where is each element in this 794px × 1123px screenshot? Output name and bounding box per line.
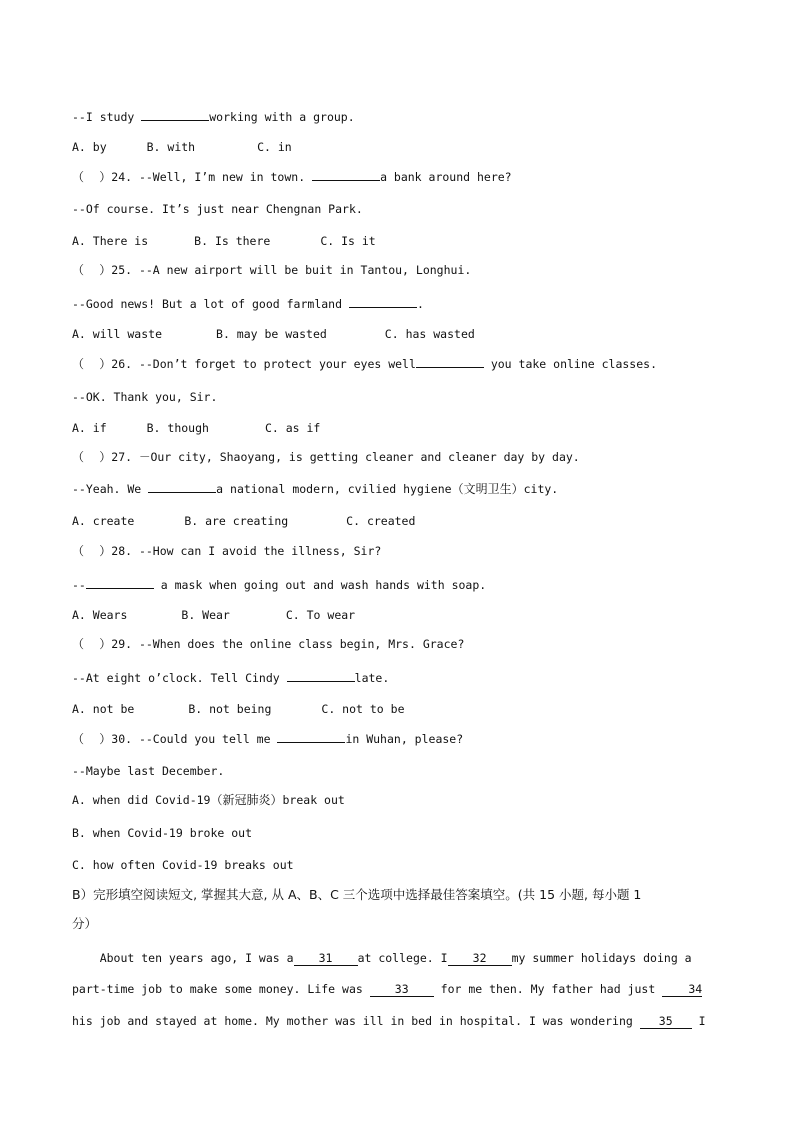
- option-c: C. in: [257, 140, 292, 154]
- passage-line-3: [72, 1013, 706, 1029]
- q29-stem-text: 29. --When does the online class begin, Mrs. Grace?: [111, 637, 465, 651]
- answer-paren: （ ）: [72, 732, 112, 746]
- passage-text: part-time job to make some money. Life was: [72, 982, 370, 996]
- blank-35: 35: [640, 1014, 692, 1029]
- q26-stem: [72, 355, 657, 372]
- answer-paren: （ ）: [72, 450, 112, 464]
- option-b: B. with: [146, 140, 196, 154]
- option-a: A. if: [72, 421, 107, 435]
- q30-stem-post: in Wuhan, please?: [345, 732, 464, 746]
- blank-34: 34: [662, 982, 702, 997]
- q28-stem-text: 28. --How can I avoid the illness, Sir?: [111, 544, 382, 558]
- blank-31: 31: [294, 951, 358, 966]
- q28-options: [72, 607, 355, 623]
- option-c: C. created: [346, 514, 416, 528]
- q27-answer-text: --Yeah. We: [72, 482, 149, 496]
- q23-text: --I study: [72, 110, 142, 124]
- option-a: A. will waste: [72, 327, 163, 341]
- q23-options: [72, 139, 292, 155]
- q27-options: [72, 513, 415, 529]
- option-c: C. Is it: [320, 234, 376, 248]
- answer-blank: [148, 480, 216, 493]
- option-c: C. has wasted: [384, 327, 475, 341]
- option-a: A. Wears: [72, 608, 128, 622]
- q30-stem: [72, 730, 463, 747]
- q25-stem: [72, 262, 471, 278]
- option-b: B. not being: [188, 702, 272, 716]
- option-a: A. create: [72, 514, 135, 528]
- answer-blank: [141, 108, 209, 121]
- q30-answer: --Maybe last December.: [72, 764, 225, 778]
- option-b: B. may be wasted: [216, 327, 327, 341]
- q28-stem: [72, 543, 381, 559]
- q27-answer: [72, 480, 558, 497]
- q30-stem-text: 30. --Could you tell me: [111, 732, 278, 746]
- q27-stem-text: 27. －Our city, Shaoyang, is getting cleaner and cleaner day by day.: [111, 450, 580, 464]
- q28-answer-post: a mask when going out and wash hands with soap.: [153, 578, 487, 592]
- option-c: C. To wear: [285, 608, 356, 622]
- q30-option-a: [72, 792, 345, 808]
- answer-paren: （ ）: [72, 637, 112, 651]
- option-a: A. when did Covid-19: [72, 793, 211, 807]
- option-b: B. Wear: [181, 608, 230, 622]
- q29-answer: [72, 669, 389, 686]
- q25-options: [72, 326, 475, 342]
- q23-text-post: working with a group.: [209, 110, 355, 124]
- answer-paren: （ ）: [72, 263, 112, 277]
- passage-text: I: [691, 1014, 706, 1028]
- passage-text: at college. I: [357, 951, 448, 965]
- q26-options: [72, 420, 320, 436]
- q29-answer-text: --At eight o’clock. Tell Cindy: [72, 671, 287, 685]
- blank-33: 33: [370, 982, 434, 997]
- passage-text: About ten years ago, I was a: [72, 951, 294, 965]
- answer-blank: [416, 355, 484, 368]
- q29-stem: [72, 636, 464, 652]
- passage-text: for me then. My father had just: [433, 982, 663, 996]
- answer-paren: （ ）: [72, 170, 112, 184]
- q28-answer: [72, 576, 486, 593]
- q23-answer-line: [72, 108, 355, 125]
- q25-answer: [72, 295, 424, 312]
- q26-answer: --OK. Thank you, Sir.: [72, 390, 218, 404]
- q27-answer-post: city.: [523, 482, 559, 496]
- q25-answer-post: .: [416, 297, 424, 311]
- option-a: A. by: [72, 140, 107, 154]
- option-b: B. though: [146, 421, 209, 435]
- answer-blank: [312, 168, 380, 181]
- answer-paren: （ ）: [72, 357, 112, 371]
- option-a: A. There is: [72, 234, 149, 248]
- option-c: C. as if: [264, 421, 321, 435]
- blank-32: 32: [448, 951, 512, 966]
- option-b: B. are creating: [184, 514, 289, 528]
- q24-stem-text: 24. --Well, I’m new in town.: [111, 170, 313, 184]
- passage-line-2: [72, 981, 702, 997]
- q24-stem: [72, 168, 512, 185]
- section-b-heading-line1: B）完形填空阅读短文, 掌握其大意, 从 A、B、C 三个选项中选择最佳答案填空。(共 15 小题, 每小题 1: [72, 887, 642, 902]
- passage-text: my summer holidays doing a: [511, 951, 692, 965]
- q29-options: [72, 701, 405, 717]
- q28-answer-text: --: [72, 578, 86, 592]
- option-c: C. not to be: [321, 702, 405, 716]
- q25-stem-text: 25. --A new airport will be buit in Tantou, Longhui.: [111, 263, 472, 277]
- option-a: A. not be: [72, 702, 135, 716]
- q24-options: [72, 233, 376, 249]
- passage-line-1: [72, 950, 692, 966]
- answer-blank: [287, 669, 355, 682]
- option-a-cn: （新冠肺炎）: [210, 793, 283, 807]
- q24-stem-post: a bank around here?: [380, 170, 512, 184]
- q25-answer-text: --Good news! But a lot of good farmland: [72, 297, 349, 311]
- q24-answer: --Of course. It’s just near Chengnan Park.: [72, 202, 363, 216]
- passage-text: his job and stayed at home. My mother was ill in bed in hospital. I was wondering: [72, 1014, 640, 1028]
- q29-answer-post: late.: [354, 671, 390, 685]
- q30-option-c: C. how often Covid-19 breaks out: [72, 858, 294, 872]
- q27-answer-mid: a national modern, cvilied hygiene: [216, 482, 452, 496]
- answer-paren: （ ）: [72, 544, 112, 558]
- answer-blank: [349, 295, 417, 308]
- q30-option-b: B. when Covid-19 broke out: [72, 826, 253, 840]
- section-b-heading-line2: 分）: [72, 916, 98, 931]
- answer-blank: [86, 576, 154, 589]
- q26-stem-post: you take online classes.: [483, 357, 657, 371]
- option-b: B. Is there: [194, 234, 271, 248]
- q27-stem: [72, 449, 580, 465]
- answer-blank: [277, 730, 345, 743]
- q27-answer-cn: （文明卫生）: [451, 482, 524, 496]
- q26-stem-text: 26. --Don’t forget to protect your eyes well: [111, 357, 416, 371]
- option-a-post: break out: [282, 793, 345, 807]
